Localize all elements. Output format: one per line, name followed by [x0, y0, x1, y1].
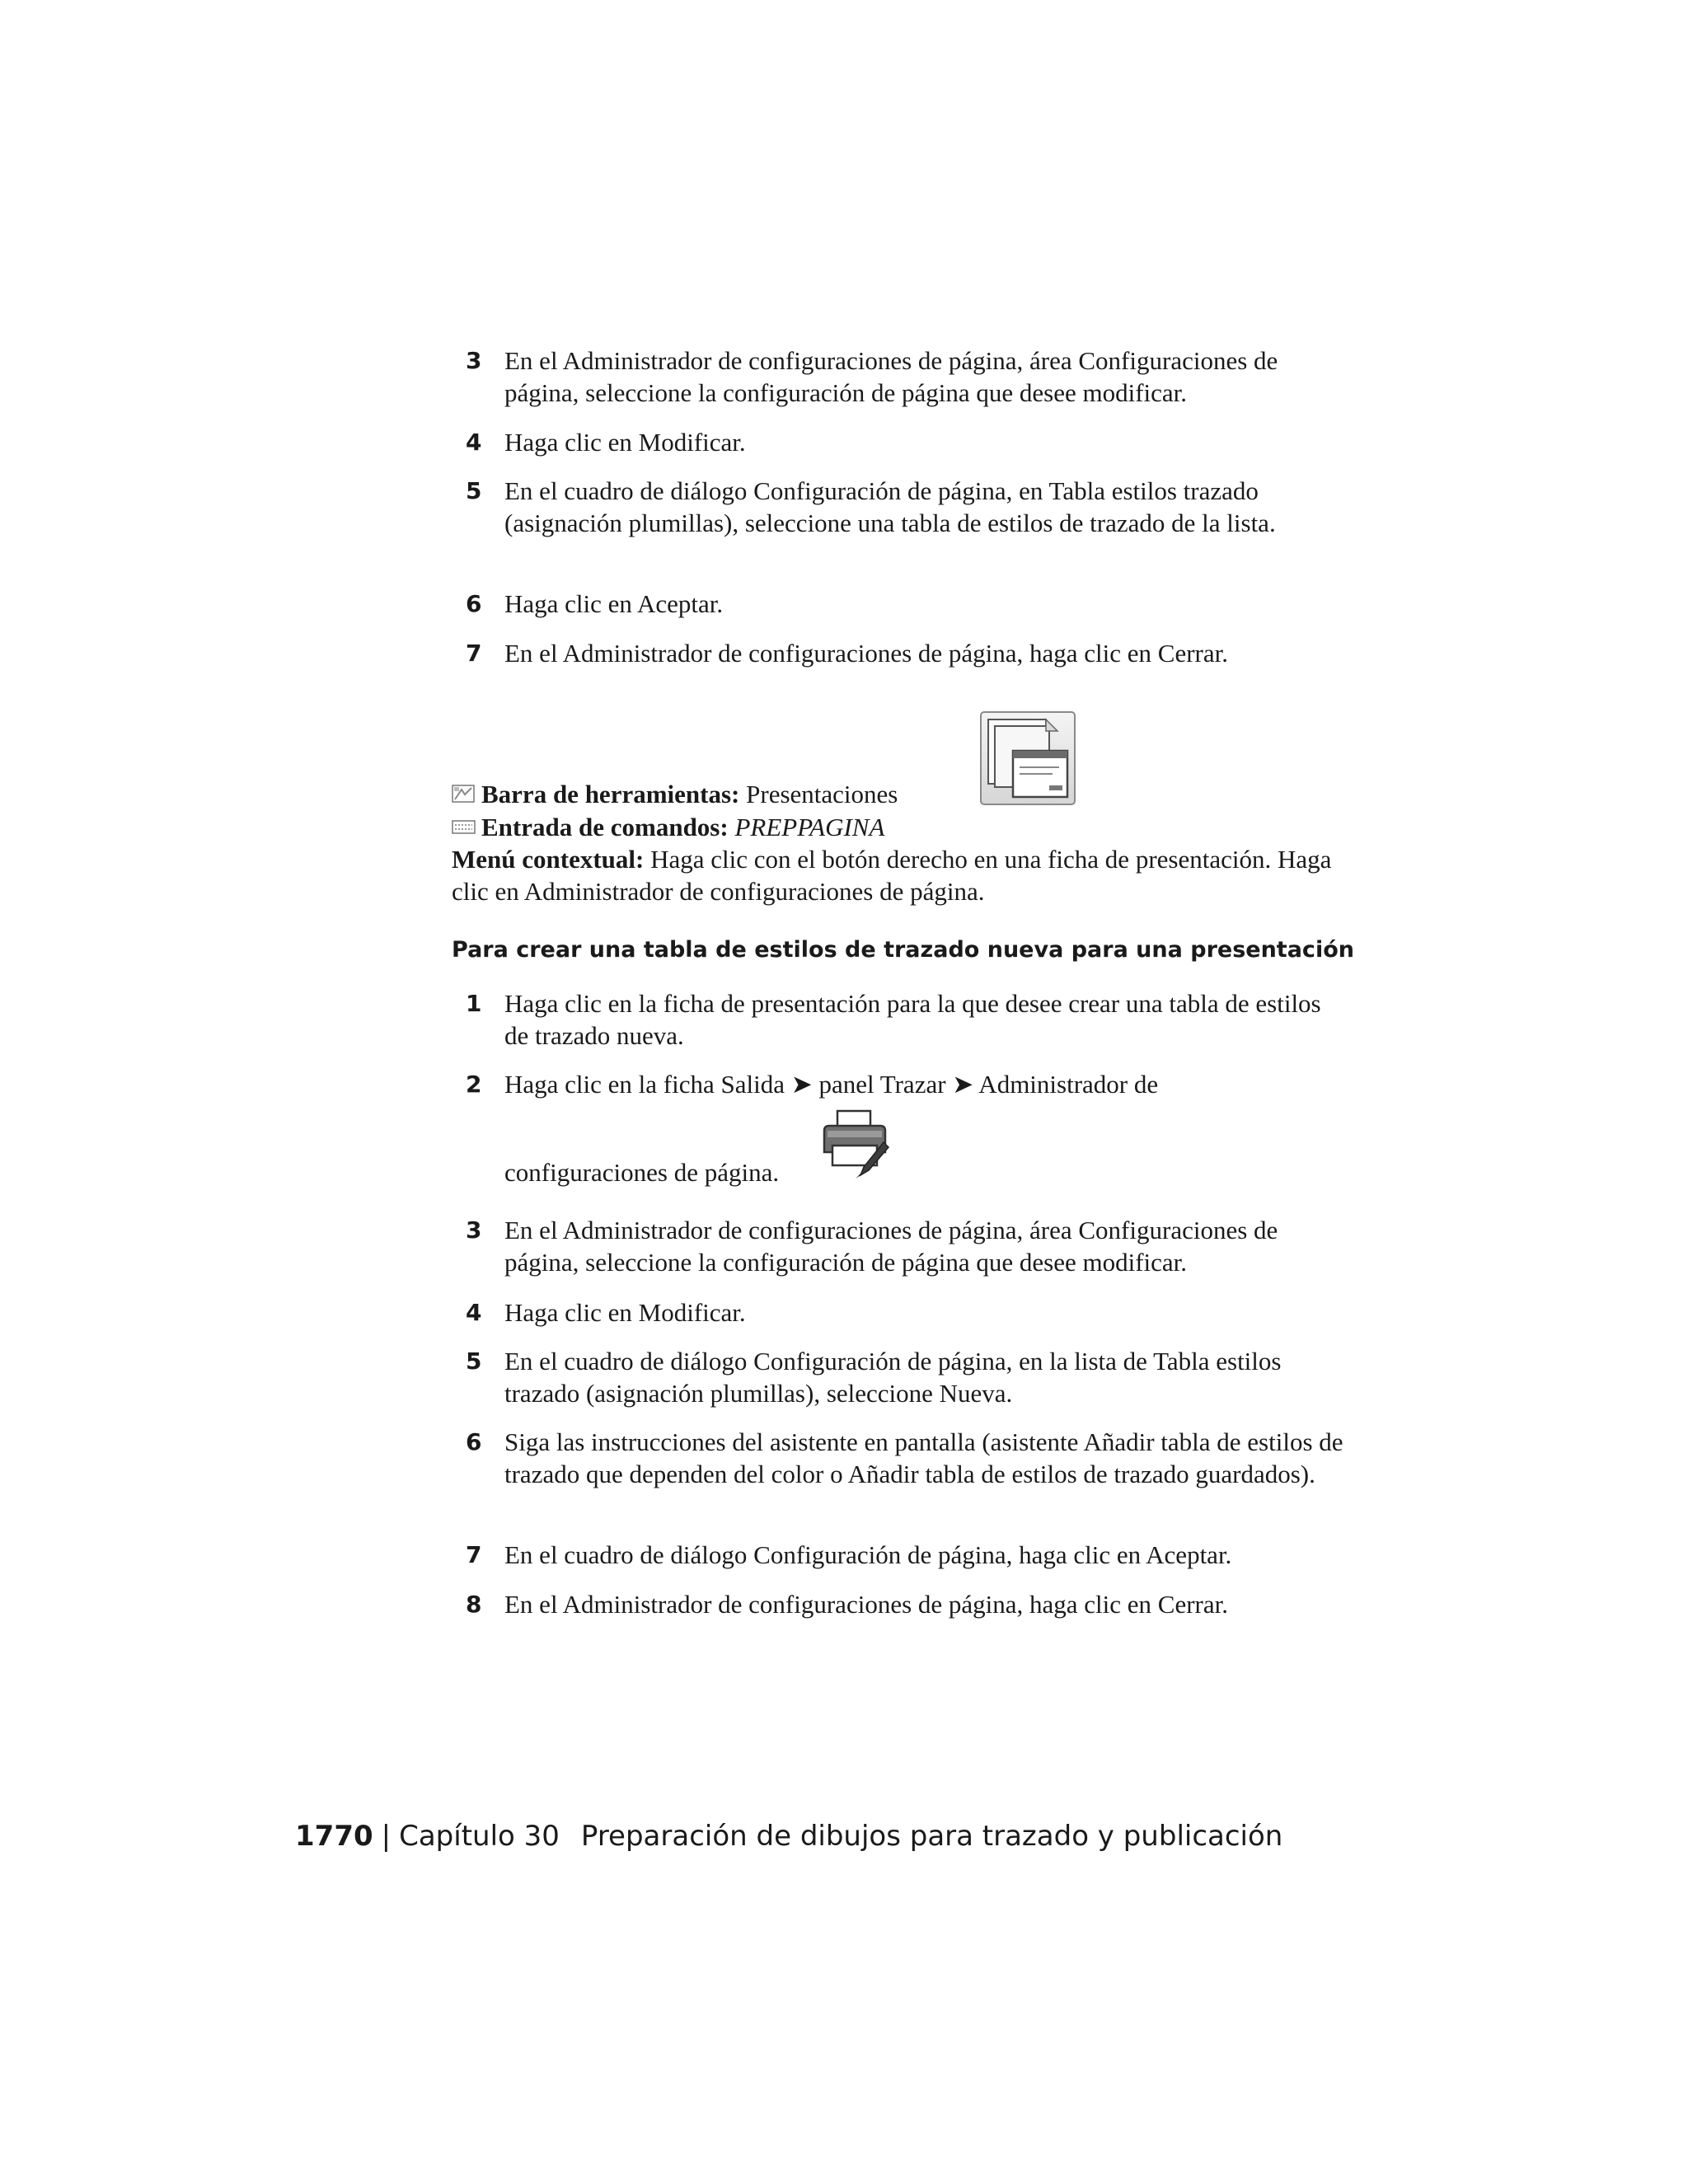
- step-text: En el cuadro de diálogo Configuración de página, haga clic en Aceptar.: [504, 1540, 1232, 1569]
- step-item-continued: [466, 1156, 1343, 1188]
- chapter-title: Preparación de dibujos para trazado y publicación: [580, 1820, 1283, 1853]
- step-text: Siga las instrucciones del asistente en pantalla (asistente Añadir tabla de estilos de trazado que dependen del color o Añadir tabla de estilos de trazado guardados).: [504, 1427, 1343, 1488]
- page-setup-icon: [980, 711, 1076, 805]
- toolbar-value: Presentaciones: [746, 780, 898, 808]
- page-footer: [295, 1819, 1282, 1854]
- step-number: 3: [466, 347, 482, 374]
- step-number: 2: [466, 1071, 482, 1098]
- step-item: [466, 1296, 1343, 1329]
- context-label: Menú contextual:: [452, 845, 645, 874]
- step-text: Haga clic en Aceptar.: [504, 589, 724, 618]
- step-text: En el cuadro de diálogo Configuración de página, en Tabla estilos trazado (asignación plumillas), seleccione una tabla de estilos de trazado de la lista.: [504, 476, 1276, 537]
- step-text: configuraciones de página.: [504, 1158, 780, 1187]
- step-item: [466, 987, 1343, 1052]
- step-text: Haga clic en Modificar.: [504, 1298, 746, 1327]
- step-item: [466, 1214, 1343, 1278]
- step-item: [466, 637, 1343, 669]
- step-item: [466, 1588, 1343, 1620]
- chapter-label: Capítulo 30: [399, 1820, 560, 1853]
- step-text: En el cuadro de diálogo Configuración de página, en la lista de Tabla estilos trazado (asignación plumillas), seleccione Nueva.: [504, 1347, 1282, 1408]
- context-menu-access: [452, 843, 1343, 907]
- step-number: 5: [466, 477, 482, 504]
- toolbar-access-line: [452, 778, 898, 810]
- step-item: [466, 1068, 1343, 1100]
- context-value: Haga clic con el botón derecho en una ficha de presentación. Haga clic en Administrador de configuraciones de página.: [452, 845, 1332, 906]
- step-number: 6: [466, 590, 482, 617]
- step-text: Haga clic en Modificar.: [504, 428, 746, 457]
- step-text: En el Administrador de configuraciones de página, haga clic en Cerrar.: [504, 1590, 1229, 1619]
- step-text: Haga clic en la ficha Salida ➤ panel Trazar ➤ Administrador de: [504, 1070, 1159, 1099]
- step-text: En el Administrador de configuraciones de página, haga clic en Cerrar.: [504, 639, 1229, 668]
- plotter-icon: [819, 1109, 890, 1179]
- step-text: En el Administrador de configuraciones de página, área Configuraciones de página, seleccione la configuración de página que desee modificar.: [504, 1216, 1278, 1277]
- step-number: 4: [466, 1299, 482, 1326]
- command-label: Entrada de comandos:: [481, 813, 729, 841]
- step-item: [466, 588, 1343, 620]
- step-item: [466, 1426, 1343, 1490]
- page-number: 1770: [295, 1820, 373, 1853]
- toolbar-label: Barra de herramientas:: [481, 780, 740, 808]
- step-item: [466, 475, 1343, 539]
- step-text: En el Administrador de configuraciones de página, área Configuraciones de página, seleccione la configuración de página que desee modificar.: [504, 346, 1278, 407]
- command-access-line: [452, 811, 884, 843]
- procedure-heading: Para crear una tabla de estilos de trazado nueva para una presentación: [452, 937, 1354, 963]
- step-item: [466, 1539, 1343, 1571]
- step-text: Haga clic en la ficha de presentación para la que desee crear una tabla de estilos de trazado nueva.: [504, 989, 1321, 1050]
- step-number: 6: [466, 1428, 482, 1455]
- step-number: 7: [466, 1541, 482, 1568]
- step-number: 8: [466, 1591, 482, 1618]
- footer-separator: |: [381, 1820, 392, 1853]
- step-number: 4: [466, 429, 482, 456]
- step-item: [466, 344, 1343, 409]
- toolbar-icon: [452, 785, 476, 804]
- step-number: 3: [466, 1216, 482, 1244]
- step-number: 5: [466, 1347, 482, 1375]
- command-value: PREPPAGINA: [734, 813, 885, 841]
- step-number: 7: [466, 640, 482, 667]
- step-number: 1: [466, 990, 482, 1017]
- step-item: [466, 426, 1343, 458]
- step-item: [466, 1345, 1343, 1409]
- keyboard-icon: [452, 818, 476, 837]
